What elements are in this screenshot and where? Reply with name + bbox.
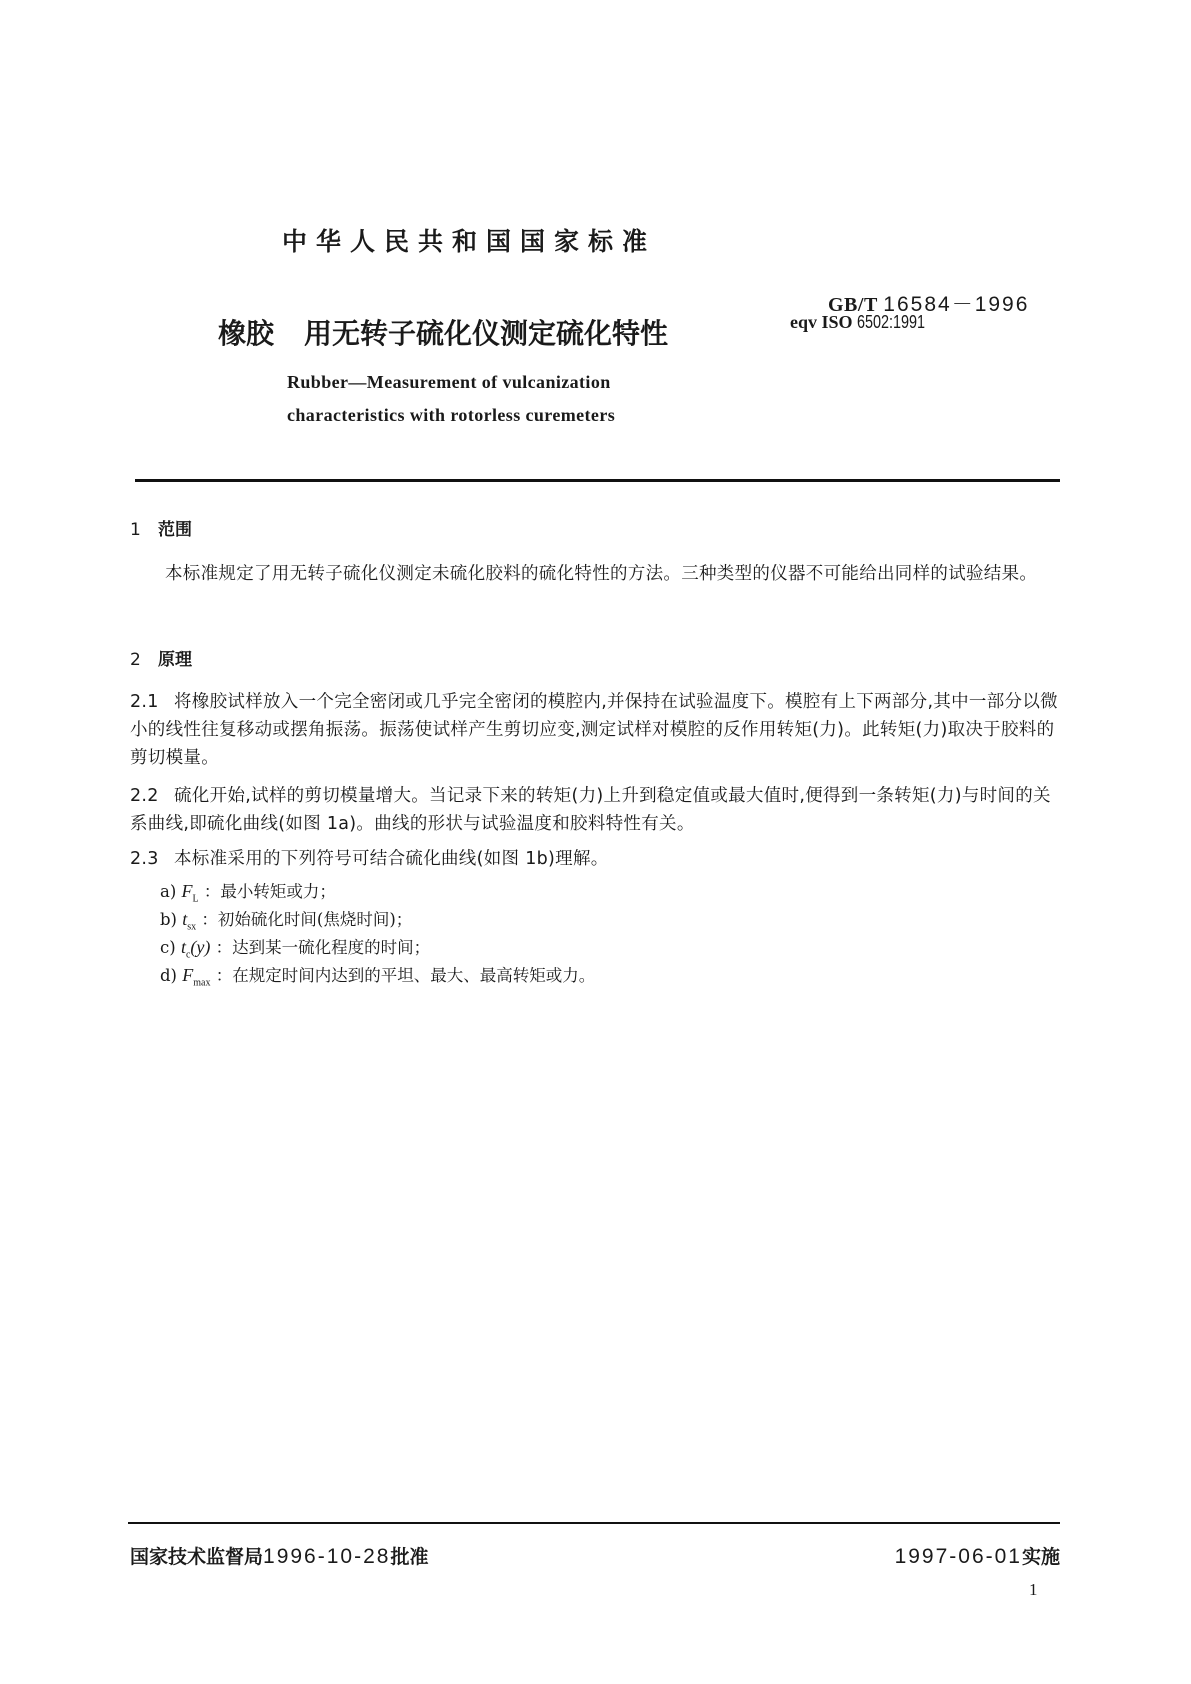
clause-number: 2.1 — [130, 692, 159, 712]
section-heading-scope — [130, 515, 192, 540]
symbol-label: b) — [160, 910, 177, 929]
symbol-description: ：最小转矩或力； — [203, 882, 336, 901]
symbol-item-fmax — [160, 962, 595, 988]
clause-2-1 — [130, 688, 1060, 772]
symbol-label: c) — [160, 938, 176, 957]
standard-code-prefix: GB/T — [828, 294, 878, 316]
symbol-description: ：达到某一硫化程度的时间； — [215, 938, 431, 957]
symbol-item-tsx — [160, 906, 412, 932]
page-number: 1 — [1029, 1580, 1038, 1599]
symbol-variable: t — [180, 937, 186, 957]
title-cn-part2: 用无转子硫化仪测定硫化特性 — [304, 317, 669, 350]
effective-label: 实施 — [1021, 1546, 1060, 1568]
symbol-label: a) — [160, 882, 177, 901]
document-title-en-line1: Rubber—Measurement of vulcanization — [287, 372, 611, 392]
header-divider — [135, 479, 1060, 482]
clause-number: 2.2 — [130, 786, 159, 806]
symbol-variable: F — [181, 881, 193, 901]
approval-date: 1996-10-28 — [263, 1545, 391, 1568]
section-number: 1 — [130, 520, 141, 540]
clause-text: 将橡胶试样放入一个完全密闭或几乎完全密闭的模腔内,并保持在试验温度下。模腔有上下两部分,其中一部分以微小的线性往复移动或摆角振荡。振荡使试样产生剪切应变,测定试样对模腔的反作用转矩(力)。此转矩(力)取决于胶料的剪切模量。 — [130, 692, 1058, 768]
document-title-cn — [218, 312, 668, 352]
clause-2-2 — [130, 782, 1060, 838]
symbol-subscript: c — [185, 949, 191, 961]
effective-date: 1997-06-01 — [894, 1545, 1022, 1568]
scope-paragraph: 本标准规定了用无转子硫化仪测定未硫化胶料的硫化特性的方法。三种类型的仪器不可能给出同样的试验结果。 — [165, 564, 1038, 584]
symbol-description: ：初始硫化时间(焦烧时间)； — [201, 910, 413, 929]
section-title: 范围 — [158, 520, 192, 540]
symbol-subscript: L — [192, 893, 199, 905]
symbol-subscript: sx — [187, 921, 197, 933]
clause-text: 本标准采用的下列符号可结合硫化曲线(如图 1b)理解。 — [174, 849, 609, 869]
equivalent-standard — [790, 312, 942, 333]
symbol-description: ：在规定时间内达到的平坦、最大、最高转矩或力。 — [215, 966, 596, 985]
symbol-item-fl — [160, 878, 336, 904]
document-title-en-line2: characteristics with rotorless curemeters — [287, 405, 616, 425]
clause-2-3 — [130, 845, 1060, 873]
national-standard-heading: 中华人民共和国国家标准 — [282, 227, 657, 256]
footer-divider — [128, 1522, 1060, 1524]
symbol-variable: t — [182, 909, 188, 929]
symbol-variable: F — [182, 965, 194, 985]
symbol-label: d) — [160, 966, 177, 985]
section-number: 2 — [130, 650, 141, 670]
equivalent-number: 6502:1991 — [857, 312, 926, 332]
equivalent-prefix: eqv ISO — [790, 312, 853, 332]
section-heading-principle — [130, 645, 192, 670]
title-cn-part1: 橡胶 — [218, 317, 275, 350]
effective-line — [895, 1542, 1060, 1569]
standard-code-number: 16584－1996 — [883, 293, 1030, 316]
clause-text: 硫化开始,试样的剪切模量增大。当记录下来的转矩(力)上升到稳定值或最大值时,便得到一条转矩(力)与时间的关系曲线,即硫化曲线(如图 1a)。曲线的形状与试验温度和胶料特性有关。 — [130, 786, 1051, 834]
clause-number: 2.3 — [130, 849, 159, 869]
section-title: 原理 — [158, 650, 192, 670]
symbol-item-tc — [160, 934, 430, 960]
approval-label: 批准 — [390, 1546, 429, 1568]
symbol-argument: (y) — [190, 937, 211, 957]
symbol-subscript: max — [193, 977, 211, 989]
approval-line — [130, 1542, 428, 1569]
issuer: 国家技术监督局 — [130, 1546, 264, 1568]
